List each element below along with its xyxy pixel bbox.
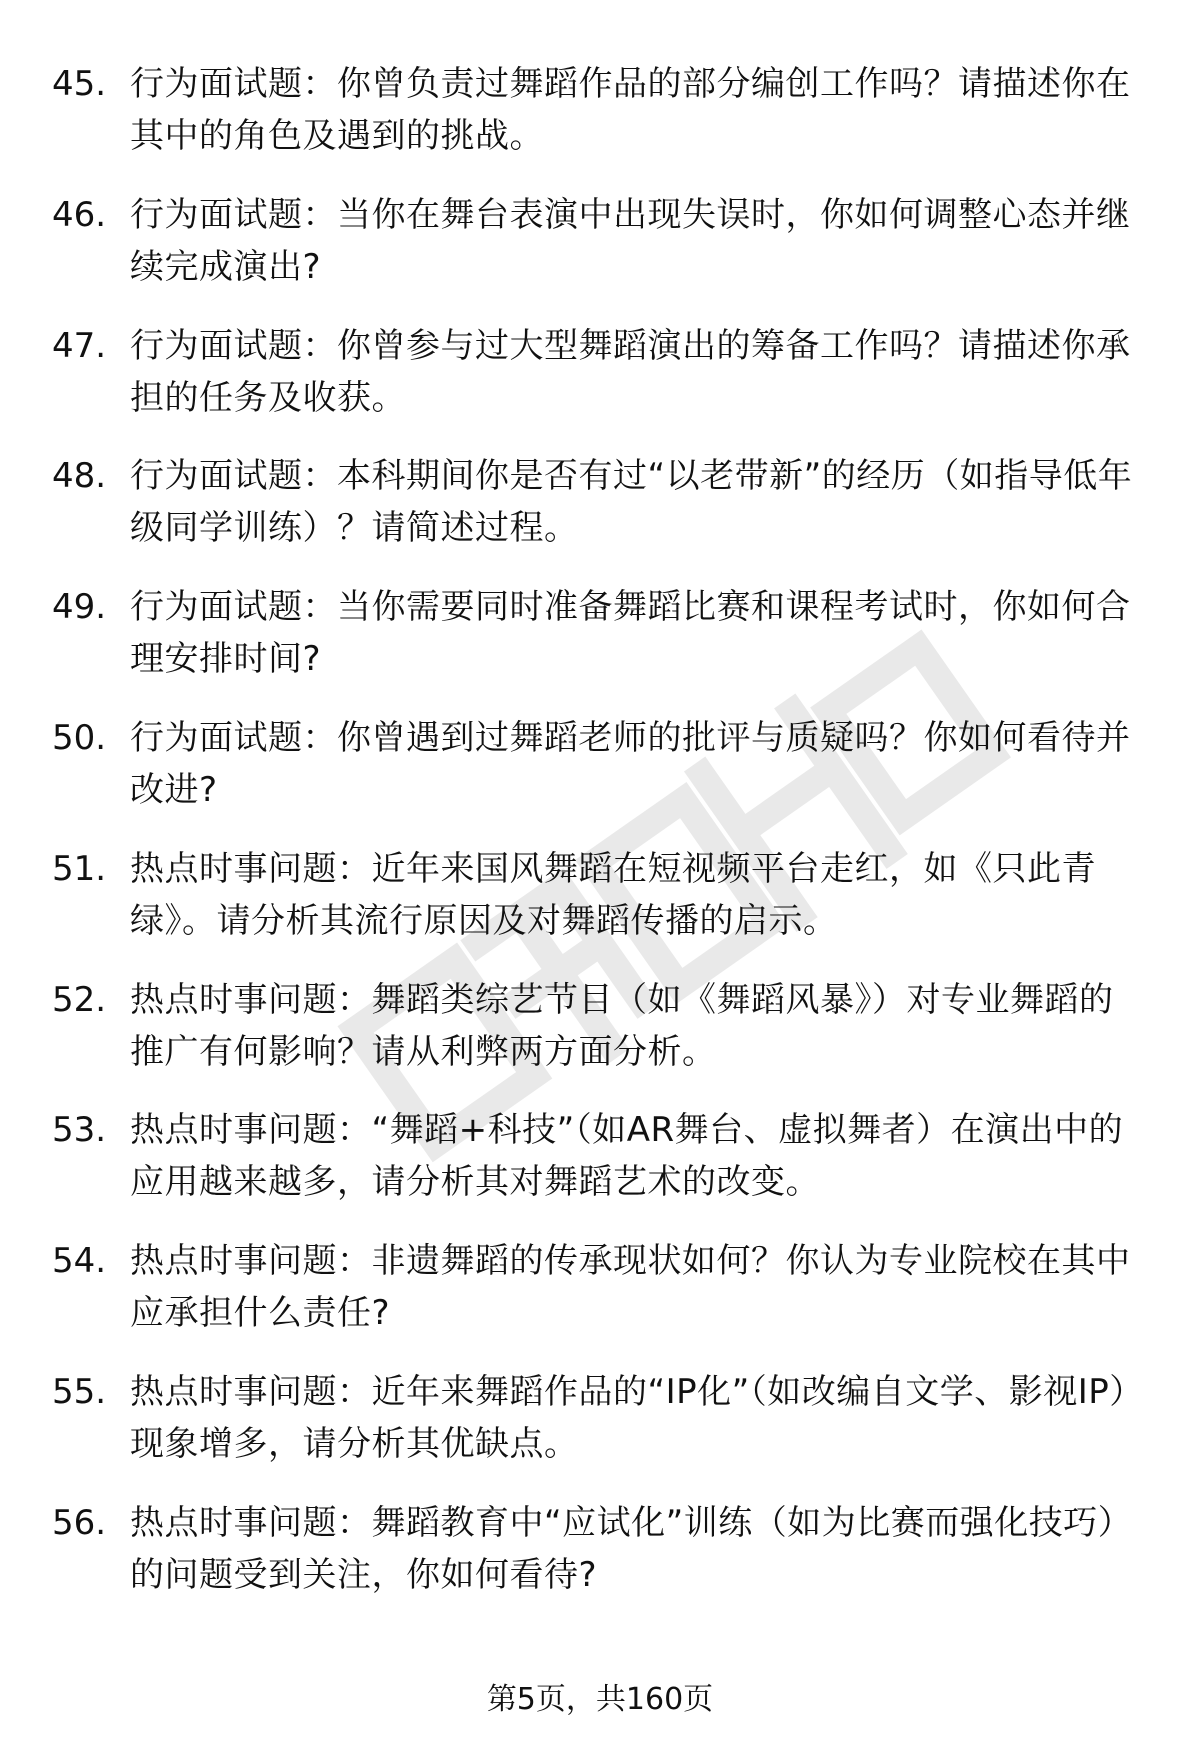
question-text: 热点时事问题：非遗舞蹈的传承现状如何？你认为专业院校在其中应承担什么责任? xyxy=(130,1241,1131,1334)
list-item xyxy=(52,58,1142,189)
question-text: 热点时事问题：近年来国风舞蹈在短视频平台走红，如《只此青绿》。请分析其流行原因及对舞蹈传播的启示。 xyxy=(130,848,1096,941)
question-text: 行为面试题：当你在舞台表演中出现失误时，你如何调整心态并继续完成演出? xyxy=(130,194,1131,287)
question-number: 56. xyxy=(52,1502,107,1543)
list-item xyxy=(52,712,1142,843)
question-number: 48. xyxy=(52,456,107,497)
question-text: 热点时事问题：“舞蹈+科技”（如AR舞台、虚拟舞者）在演出中的应用越来越多，请分析其对舞蹈艺术的改变。 xyxy=(130,1110,1124,1203)
question-number: 55. xyxy=(52,1371,107,1412)
question-text: 热点时事问题：舞蹈类综艺节目（如《舞蹈风暴》）对专业舞蹈的推广有何影响？请从利弊两方面分析。 xyxy=(130,979,1114,1072)
list-item xyxy=(52,1366,1142,1497)
list-item xyxy=(52,581,1142,712)
list-item xyxy=(52,974,1142,1105)
question-text: 热点时事问题：舞蹈教育中“应试化”训练（如为比赛而强化技巧）的问题受到关注，你如何看待? xyxy=(130,1502,1133,1595)
question-number: 50. xyxy=(52,717,107,758)
list-item xyxy=(52,1497,1142,1628)
question-number: 54. xyxy=(52,1241,107,1282)
question-number: 53. xyxy=(52,1110,107,1151)
page-footer xyxy=(0,1680,1200,1720)
question-number: 45. xyxy=(52,64,107,104)
question-number: 51. xyxy=(52,848,107,889)
question-text: 行为面试题：你曾遇到过舞蹈老师的批评与质疑吗？你如何看待并改进? xyxy=(130,717,1131,810)
list-item xyxy=(52,1235,1142,1366)
question-number: 52. xyxy=(52,979,107,1020)
question-list xyxy=(52,58,1142,1628)
question-number: 47. xyxy=(52,325,107,366)
question-text: 行为面试题：当你需要同时准备舞蹈比赛和课程考试时，你如何合理安排时间? xyxy=(130,587,1131,680)
question-text: 热点时事问题：近年来舞蹈作品的“IP化”（如改编自文学、影视IP）现象增多，请分析其优缺点。 xyxy=(130,1371,1127,1464)
list-item xyxy=(52,320,1142,451)
page-number-label: 第5页，共160页 xyxy=(486,1682,714,1717)
question-text: 行为面试题：你曾参与过大型舞蹈演出的筹备工作吗？请描述你承担的任务及收获。 xyxy=(130,325,1131,418)
list-item xyxy=(52,450,1142,581)
question-number: 49. xyxy=(52,587,107,628)
list-item xyxy=(52,189,1142,320)
list-item xyxy=(52,843,1142,974)
question-number: 46. xyxy=(52,194,107,235)
question-text: 行为面试题：本科期间你是否有过“以老带新”的经历（如指导低年级同学训练）？请简述过程。 xyxy=(130,456,1133,549)
question-text: 行为面试题：你曾负责过舞蹈作品的部分编创工作吗？请描述你在其中的角色及遇到的挑战。 xyxy=(130,64,1131,156)
list-item xyxy=(52,1104,1142,1235)
